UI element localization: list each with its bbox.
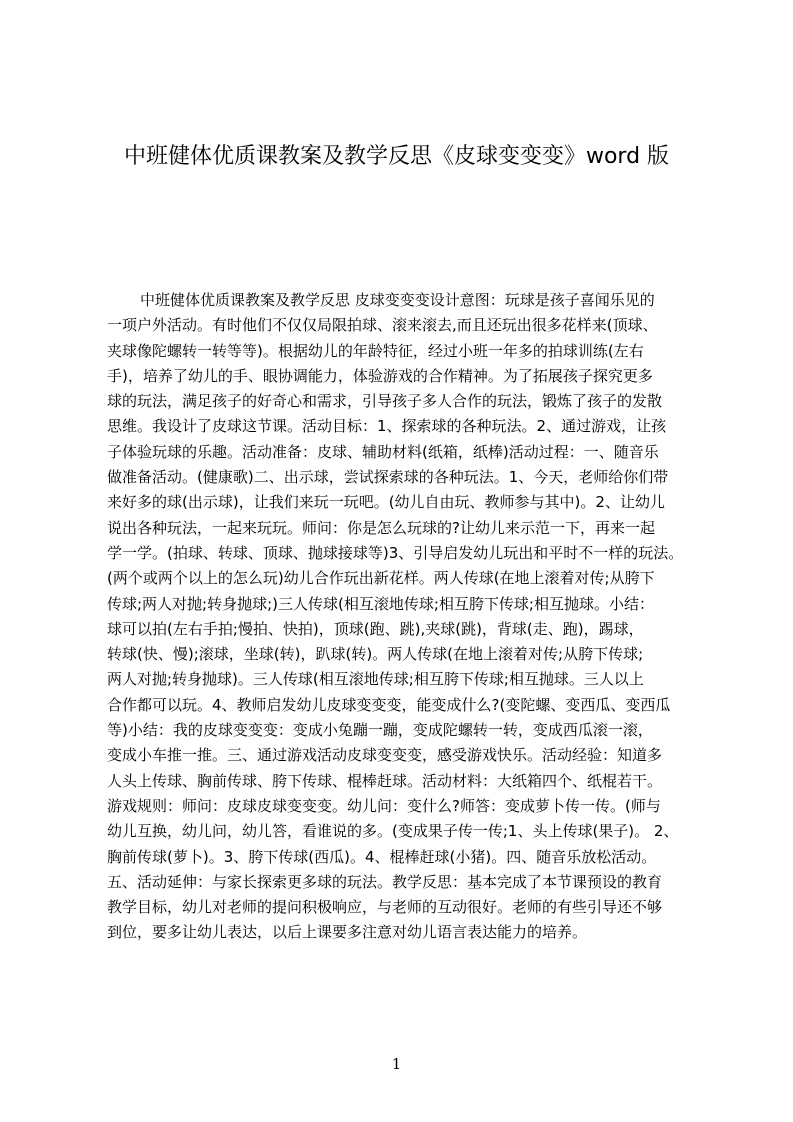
body-line: 学一学。(拍球、转球、顶球、抛球接球等)3、引导启发幼儿玩出和平时不一样的玩法。	[107, 543, 684, 562]
body-line: 球可以拍(左右手拍;慢拍、快拍)，顶球(跑、跳),夹球(跳)，背球(走、跑)，踢球，	[107, 619, 644, 638]
document-title: 中班健体优质课教案及教学反思《皮球变变变》word 版	[123, 144, 670, 169]
body-line: 球的玩法，满足孩子的好奇心和需求，引导孩子多人合作的玩法，锻炼了孩子的发散	[107, 392, 663, 411]
body-line: (两个或两个以上的怎么玩)幼儿合作玩出新花样。两人传球(在地上滚着对传;从胯下	[107, 569, 655, 588]
body-line: 两人对抛;转身抛球)。三人传球(相互滚地传球;相互胯下传球;相互抛球。三人以上	[107, 670, 644, 689]
body-line: 子体验玩球的乐趣。活动准备：皮球、辅助材料(纸箱，纸棒)活动过程：一、随音乐	[107, 442, 659, 461]
body-line: 做准备活动。(健康歌)二、出示球，尝试探索球的各种玩法。1、今天，老师给你们带	[107, 468, 669, 487]
body-line: 人头上传球、胸前传球、胯下传球、棍棒赶球。活动材料：大纸箱四个、纸棍若干。	[107, 771, 663, 790]
body-line: 思维。我设计了皮球这节课。活动目标：1、探索球的各种玩法。2、通过游戏，让孩	[107, 417, 667, 436]
body-line: 合作都可以玩。4、教师启发幼儿皮球变变变，能变成什么?(变陀螺、变西瓜、变西瓜	[107, 695, 671, 714]
body-line: 游戏规则：师问：皮球皮球变变变。幼儿问：变什么?师答：变成萝卜传一传。(师与	[107, 796, 661, 815]
page-number: 1	[391, 1055, 402, 1073]
body-line: 教学目标，幼儿对老师的提问积极响应，与老师的互动很好。老师的有些引导还不够	[107, 898, 663, 917]
body-line: 等)小结：我的皮球变变变：变成小兔蹦一蹦，变成陀螺转一转，变成西瓜滚一滚，	[107, 721, 653, 740]
body-line: 胸前传球(萝卜)。3、胯下传球(西瓜)。4、棍棒赶球(小猪)。四、随音乐放松活动。	[107, 847, 657, 866]
body-line: 变成小车推一推。三、通过游戏活动皮球变变变，感受游戏快乐。活动经验：知道多	[107, 746, 663, 765]
document-body	[107, 288, 717, 946]
body-line: 夹球像陀螺转一转等等)。根据幼儿的年龄特征，经过小班一年多的拍球训练(左右	[107, 341, 644, 360]
body-line: 说出各种玩法，一起来玩玩。师问：你是怎么玩球的?让幼儿来示范一下，再来一起	[107, 518, 655, 537]
body-line: 幼儿互换，幼儿问，幼儿答，看谁说的多。(变成果子传一传;1、头上传球(果子)。 2、	[107, 822, 679, 841]
body-line: 来好多的球(出示球)，让我们来玩一玩吧。(幼儿自由玩、教师参与其中)。2、让幼儿	[107, 493, 665, 512]
body-line: 一项户外活动。有时他们不仅仅局限拍球、滚来滚去,而且还玩出很多花样来(顶球、	[107, 316, 658, 335]
body-line: 传球;两人对抛;转身抛球;)三人传球(相互滚地传球;相互胯下传球;相互抛球。小结：	[107, 594, 654, 613]
body-line: 手)，培养了幼儿的手、眼协调能力，体验游戏的合作精神。为了拓展孩子探究更多	[107, 366, 653, 385]
body-line: 中班健体优质课教案及教学反思 皮球变变变设计意图：玩球是孩子喜闻乐见的	[140, 291, 655, 309]
body-line: 到位，要多让幼儿表达，以后上课要多注意对幼儿语言表达能力的培养。	[107, 923, 588, 942]
body-line: 五、活动延伸：与家长探索更多球的玩法。教学反思：基本完成了本节课预设的教育	[107, 872, 663, 891]
body-line: 转球(快、慢);滚球，坐球(转)，趴球(转)。两人传球(在地上滚着对传;从胯下传球;	[107, 645, 644, 664]
